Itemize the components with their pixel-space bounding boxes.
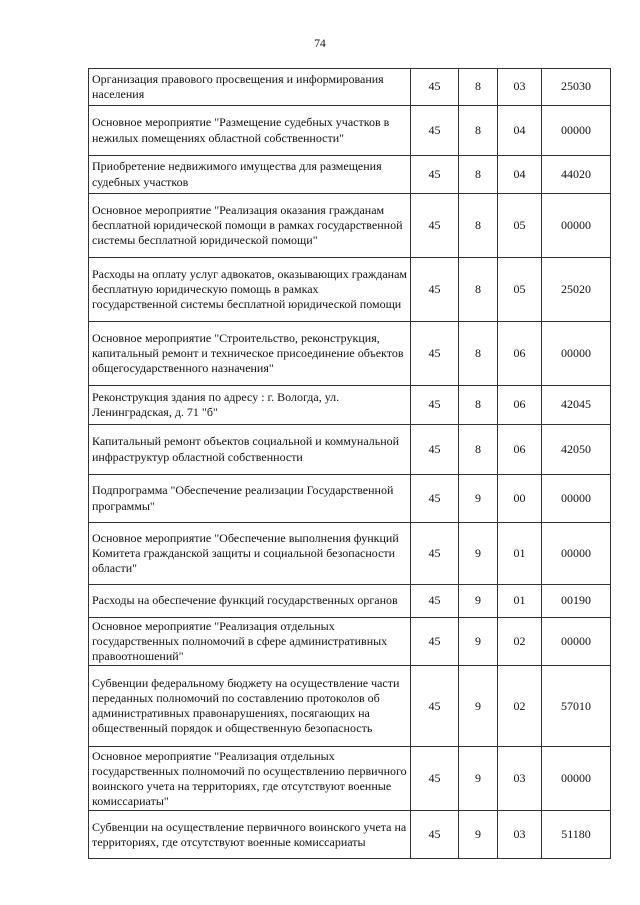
row-code-2: 9 <box>459 475 498 523</box>
row-code-2: 9 <box>459 666 498 747</box>
row-code-3: 06 <box>498 322 542 386</box>
row-name: Основное мероприятие "Реализация оказания гражданам бесплатной юридической помощи в рамках государственной системы бесплатной юридической помощи" <box>89 194 411 258</box>
row-code-1: 45 <box>411 747 459 811</box>
row-name: Субвенции федеральному бюджету на осуществление части переданных полномочий по составлению протоколов об административных правонарушениях, посягающих на общественный порядок и общественную безопасность <box>89 666 411 747</box>
table-row <box>89 322 611 386</box>
row-code-3: 01 <box>498 585 542 618</box>
table-row <box>89 425 611 475</box>
table-row <box>89 666 611 747</box>
row-code-4: 44020 <box>542 156 611 194</box>
row-code-1: 45 <box>411 386 459 425</box>
row-code-1: 45 <box>411 106 459 156</box>
row-code-4: 00000 <box>542 194 611 258</box>
row-code-1: 45 <box>411 618 459 666</box>
row-code-2: 9 <box>459 811 498 859</box>
table-row <box>89 523 611 585</box>
row-code-1: 45 <box>411 194 459 258</box>
row-code-2: 9 <box>459 585 498 618</box>
row-code-3: 06 <box>498 386 542 425</box>
row-code-1: 45 <box>411 156 459 194</box>
table-row <box>89 747 611 811</box>
row-code-3: 03 <box>498 69 542 106</box>
row-code-3: 06 <box>498 425 542 475</box>
row-code-4: 42050 <box>542 425 611 475</box>
row-code-4: 25030 <box>542 69 611 106</box>
table-row <box>89 69 611 106</box>
row-name: Расходы на оплату услуг адвокатов, оказывающих гражданам бесплатную юридическую помощь в рамках государственной системы бесплатной юридической помощи <box>89 258 411 322</box>
row-code-4: 25020 <box>542 258 611 322</box>
row-code-4: 00000 <box>542 475 611 523</box>
table-row <box>89 386 611 425</box>
table-row <box>89 585 611 618</box>
budget-table <box>88 68 611 859</box>
row-code-1: 45 <box>411 322 459 386</box>
row-name: Основное мероприятие "Размещение судебных участков в нежилых помещениях областной собственности" <box>89 106 411 156</box>
row-name: Приобретение недвижимого имущества для размещения судебных участков <box>89 156 411 194</box>
row-code-4: 51180 <box>542 811 611 859</box>
row-code-2: 8 <box>459 322 498 386</box>
row-name: Основное мероприятие "Реализация отдельных государственных полномочий в сфере административных правоотношений" <box>89 618 411 666</box>
row-code-2: 9 <box>459 747 498 811</box>
row-name: Основное мероприятие "Обеспечение выполнения функций Комитета гражданской защиты и социальной безопасности области" <box>89 523 411 585</box>
row-code-4: 57010 <box>542 666 611 747</box>
row-code-1: 45 <box>411 523 459 585</box>
row-code-1: 45 <box>411 475 459 523</box>
row-name: Расходы на обеспечение функций государственных органов <box>89 585 411 618</box>
row-name: Организация правового просвещения и информирования населения <box>89 69 411 106</box>
row-code-3: 04 <box>498 156 542 194</box>
row-code-2: 8 <box>459 69 498 106</box>
table-row <box>89 618 611 666</box>
row-code-3: 03 <box>498 811 542 859</box>
row-name: Основное мероприятие "Строительство, реконструкция, капитальный ремонт и техническое присоединение объектов общегосударственного назначения" <box>89 322 411 386</box>
table-row <box>89 106 611 156</box>
page-number: 74 <box>314 38 326 50</box>
row-code-1: 45 <box>411 69 459 106</box>
row-name: Капитальный ремонт объектов социальной и коммунальной инфраструктур областной собственности <box>89 425 411 475</box>
row-name: Подпрограмма "Обеспечение реализации Государственной программы" <box>89 475 411 523</box>
table-row <box>89 811 611 859</box>
row-code-1: 45 <box>411 425 459 475</box>
table-row <box>89 475 611 523</box>
row-code-3: 02 <box>498 618 542 666</box>
row-code-4: 00000 <box>542 106 611 156</box>
row-code-3: 03 <box>498 747 542 811</box>
row-code-4: 00000 <box>542 322 611 386</box>
row-code-3: 04 <box>498 106 542 156</box>
row-code-4: 00000 <box>542 747 611 811</box>
row-code-4: 42045 <box>542 386 611 425</box>
row-code-3: 05 <box>498 258 542 322</box>
row-code-4: 00000 <box>542 523 611 585</box>
row-name: Субвенции на осуществление первичного воинского учета на территориях, где отсутствуют военные комиссариаты <box>89 811 411 859</box>
row-code-1: 45 <box>411 811 459 859</box>
row-code-4: 00000 <box>542 618 611 666</box>
row-code-3: 02 <box>498 666 542 747</box>
row-code-2: 8 <box>459 386 498 425</box>
row-code-2: 8 <box>459 258 498 322</box>
row-code-2: 8 <box>459 106 498 156</box>
row-code-1: 45 <box>411 258 459 322</box>
row-name: Основное мероприятие "Реализация отдельных государственных полномочий по осуществлению первичного воинского учета на территориях, где отсутствуют военные комиссариаты" <box>89 747 411 811</box>
row-code-3: 05 <box>498 194 542 258</box>
row-code-2: 9 <box>459 523 498 585</box>
table-row <box>89 258 611 322</box>
row-code-1: 45 <box>411 666 459 747</box>
row-code-4: 00190 <box>542 585 611 618</box>
row-code-2: 9 <box>459 618 498 666</box>
row-code-3: 01 <box>498 523 542 585</box>
table-row <box>89 156 611 194</box>
row-name: Реконструкция здания по адресу : г. Вологда, ул. Ленинградская, д. 71 "б" <box>89 386 411 425</box>
row-code-1: 45 <box>411 585 459 618</box>
row-code-2: 8 <box>459 156 498 194</box>
row-code-2: 8 <box>459 194 498 258</box>
table-row <box>89 194 611 258</box>
row-code-2: 8 <box>459 425 498 475</box>
row-code-3: 00 <box>498 475 542 523</box>
